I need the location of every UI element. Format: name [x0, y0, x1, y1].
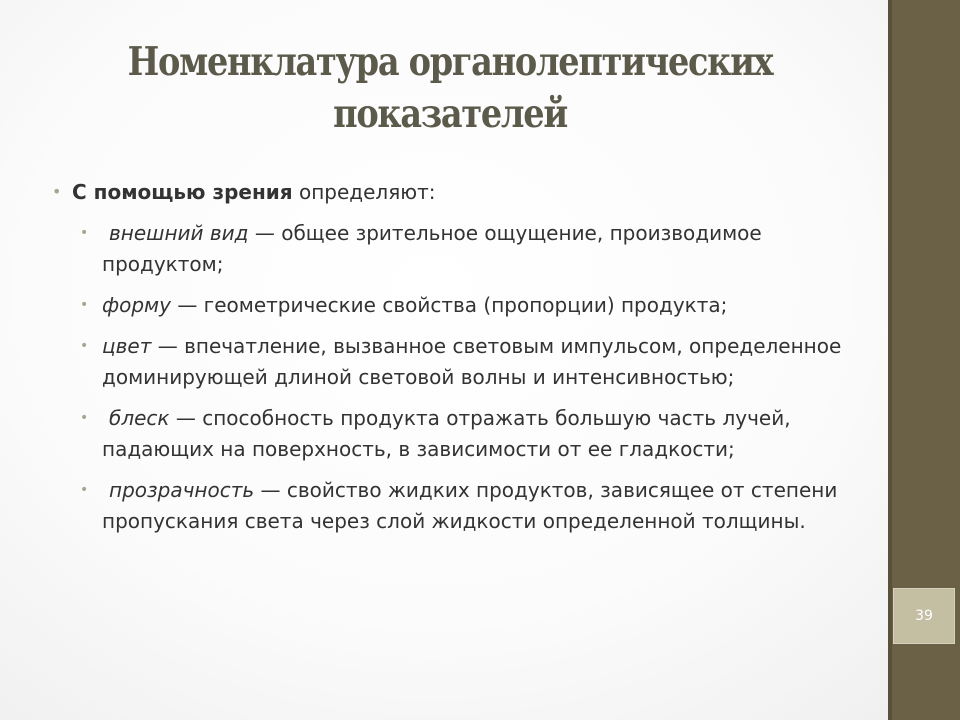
- item-desc: — свойство жидких продуктов, зависящее от степени пропускания света через слой жидкости определенной толщины.: [102, 478, 838, 533]
- bullet-dot-icon: •: [80, 225, 89, 241]
- page-number: 39: [915, 608, 933, 624]
- list-item: [52, 331, 852, 393]
- item-term: форму: [102, 293, 171, 317]
- item-desc: — способность продукта отражать большую часть лучей, падающих на поверхность, в зависимости от ее гладкости;: [102, 406, 791, 461]
- slide-title: [97, 36, 802, 140]
- sidebar-divider: [888, 0, 892, 720]
- item-desc: — общее зрительное ощущение, производимое продуктом;: [102, 221, 762, 276]
- list-item: [52, 290, 852, 321]
- bullet-dot-icon: •: [52, 182, 62, 201]
- bullet-dot-icon: •: [80, 297, 89, 313]
- item-term: внешний вид: [109, 221, 249, 245]
- item-desc: — впечатление, вызванное световым импульсом, определенное доминирующей длиной световой волны и интенсивностью;: [102, 334, 842, 389]
- item-term: цвет: [102, 334, 152, 358]
- page-number-box: [893, 588, 955, 644]
- bullet-list: [52, 176, 852, 547]
- item-desc: — геометрические свойства (пропорции) продукта;: [170, 293, 728, 317]
- bullet-dot-icon: •: [80, 482, 89, 498]
- bullet-dot-icon: •: [80, 338, 89, 354]
- item-term: прозрачность: [109, 478, 255, 502]
- bullet-dot-icon: •: [80, 410, 89, 426]
- list-item: [52, 475, 852, 537]
- title-line-1: Номенклатура органолептических: [127, 39, 773, 85]
- title-line-2: показателей: [333, 91, 567, 137]
- item-term: блеск: [109, 406, 170, 430]
- intro-bold: С помощью зрения: [72, 180, 293, 204]
- list-item: [52, 218, 852, 280]
- list-item: [52, 403, 852, 465]
- bullet-intro: [52, 176, 852, 208]
- intro-rest: определяют:: [292, 180, 436, 204]
